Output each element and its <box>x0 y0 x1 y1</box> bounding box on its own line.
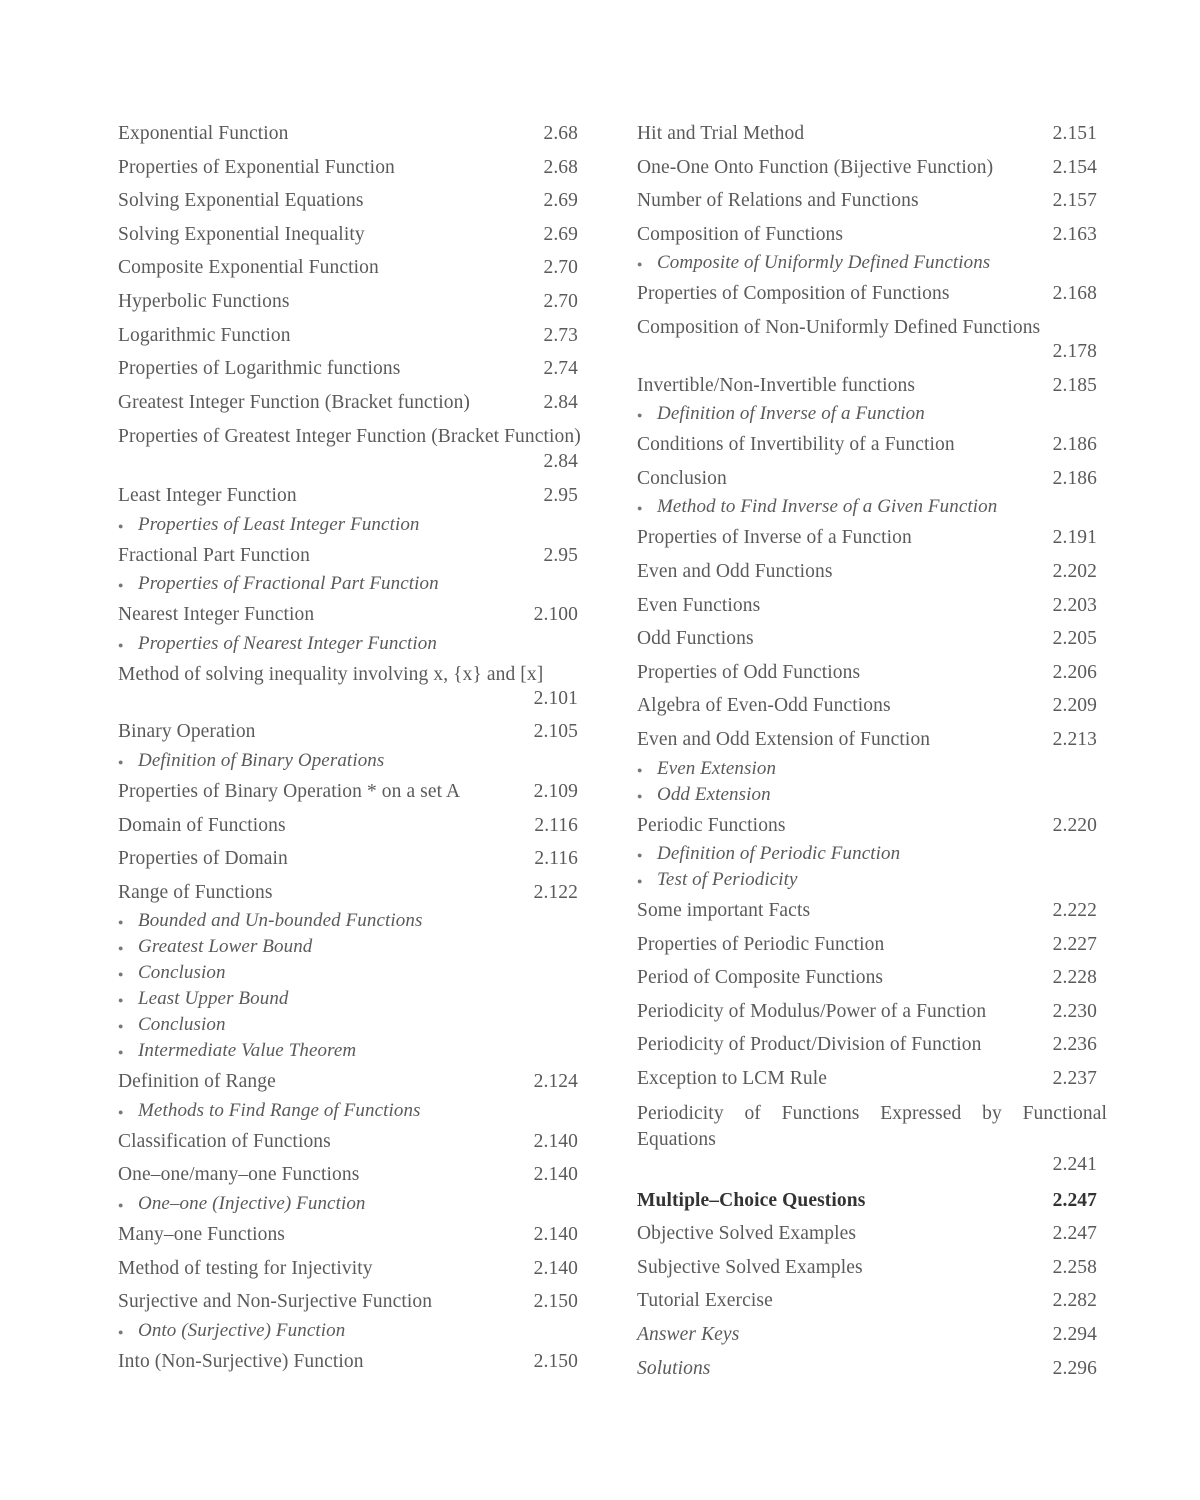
toc-page-number: 2.247 <box>1052 1189 1097 1211</box>
toc-page-number: 2.68 <box>543 156 578 178</box>
toc-entry-title: Invertible/Non-Invertible functions <box>637 374 916 396</box>
toc-entry-title: Greatest Lower Bound <box>138 936 313 958</box>
toc-entry-composition-of-functions[interactable] <box>637 223 1107 247</box>
toc-entry-title: Answer Keys <box>637 1324 740 1346</box>
toc-entry-title: Tutorial Exercise <box>637 1290 773 1312</box>
toc-entry-properties-of-periodic-function[interactable] <box>637 933 1107 957</box>
toc-entry-title: Definition of Binary Operations <box>138 749 385 771</box>
toc-entry-title: Range of Functions <box>118 881 273 903</box>
toc-entry-title: Classification of Functions <box>118 1130 331 1152</box>
toc-page-number: 2.150 <box>533 1350 578 1372</box>
toc-page-number: 2.294 <box>1052 1324 1097 1346</box>
toc-subitem-methods-to-find-range-of-functions[interactable] <box>118 1100 588 1121</box>
toc-page-number: 2.109 <box>533 780 578 802</box>
toc-entry-odd-functions[interactable] <box>637 627 1107 651</box>
toc-entry-title: Composite of Uniformly Defined Functions <box>657 252 991 274</box>
toc-entry-objective-solved-examples[interactable] <box>637 1222 1107 1246</box>
bullet-icon: ● <box>637 410 643 421</box>
toc-entry-nearest-integer-function[interactable] <box>118 603 588 627</box>
toc-subitem-composite-of-uniformly-defined-functions[interactable] <box>637 252 1107 273</box>
toc-subitem-definition-of-binary-operations[interactable] <box>118 750 588 771</box>
toc-page-number: 2.116 <box>534 814 578 836</box>
toc-entry-title: Surjective and Non-Surjective Function <box>118 1291 433 1313</box>
toc-entry-title: Solving Exponential Inequality <box>118 223 365 245</box>
bullet-icon: ● <box>118 1021 124 1032</box>
toc-entry-title: Multiple–Choice Questions <box>637 1189 866 1211</box>
toc-entry-properties-of-domain[interactable] <box>118 847 588 871</box>
toc-page-number: 2.258 <box>1052 1256 1097 1278</box>
bullet-icon: ● <box>637 850 643 861</box>
toc-page-number: 2.105 <box>533 721 578 743</box>
toc-entry-title: Domain of Functions <box>118 814 286 836</box>
toc-page-number: 2.70 <box>543 290 578 312</box>
toc-entry-title: Exponential Function <box>118 123 289 144</box>
toc-page-number: 2.124 <box>533 1071 578 1093</box>
toc-subitem-bounded-and-un-bounded-functions[interactable] <box>118 910 588 931</box>
toc-entry-title: Properties of Composition of Functions <box>637 283 950 305</box>
toc-entry-title: Properties of Greatest Integer Function (Bracket Function) <box>118 426 581 448</box>
toc-subitem-least-upper-bound[interactable] <box>118 988 588 1009</box>
bullet-icon: ● <box>118 639 124 650</box>
toc-entry-title: Least Integer Function <box>118 484 297 506</box>
toc-entry-periodicity-of-modulus-power-of-a-function[interactable] <box>637 1000 1107 1024</box>
toc-entry-title: Number of Relations and Functions <box>637 190 919 212</box>
toc-entry-title: Properties of Inverse of a Function <box>637 527 912 549</box>
toc-entry-title: Hit and Trial Method <box>637 123 805 144</box>
toc-entry-title: Objective Solved Examples <box>637 1223 857 1245</box>
toc-page-number: 2.84 <box>543 391 578 413</box>
toc-entry-conclusion[interactable] <box>637 467 1107 491</box>
toc-entry-title: Properties of Least Integer Function <box>138 513 420 535</box>
bullet-icon: ● <box>118 580 124 591</box>
toc-entry-answer-keys[interactable] <box>637 1323 1107 1347</box>
toc-entry-title: Hyperbolic Functions <box>118 290 290 312</box>
toc-entry-title: Solving Exponential Equations <box>118 190 364 212</box>
toc-page-number: 2.122 <box>533 881 578 903</box>
toc-entry-periodicity-of-functions-expressed-by-functional-equations[interactable] <box>637 1101 1107 1177</box>
toc-entry-title: One–one (Injective) Function <box>138 1193 366 1215</box>
toc-page-number: 2.74 <box>543 358 578 380</box>
toc-entry-title: Properties of Domain <box>118 848 288 870</box>
toc-right-column <box>637 122 1107 1390</box>
toc-entry-solutions[interactable] <box>637 1357 1107 1381</box>
toc-entry-title: Test of Periodicity <box>657 869 798 891</box>
toc-entry-properties-of-exponential-function[interactable] <box>118 156 588 180</box>
toc-entry-title: Definition of Periodic Function <box>657 843 901 865</box>
toc-entry-title: Greatest Integer Function (Bracket function) <box>118 391 471 413</box>
toc-entry-title: Algebra of Even-Odd Functions <box>637 695 891 717</box>
toc-entry-properties-of-logarithmic-functions[interactable] <box>118 357 588 381</box>
toc-subitem-greatest-lower-bound[interactable] <box>118 936 588 957</box>
toc-entry-even-functions[interactable] <box>637 594 1107 618</box>
toc-entry-method-of-solving-inequality-involving-x-x-and-x[interactable] <box>118 663 588 711</box>
toc-entry-title: Conclusion <box>637 467 727 489</box>
toc-left-column <box>118 122 588 1383</box>
bullet-icon: ● <box>118 1047 124 1058</box>
toc-entry-title: Bounded and Un-bounded Functions <box>138 910 423 932</box>
toc-page-number: 2.140 <box>533 1164 578 1186</box>
toc-page-number: 2.157 <box>1052 190 1097 212</box>
toc-entry-title: Exception to LCM Rule <box>637 1068 828 1090</box>
toc-entry-invertible-non-invertible-functions[interactable] <box>637 374 1107 398</box>
toc-entry-title: Onto (Surjective) Function <box>138 1319 346 1341</box>
toc-entry-period-of-composite-functions[interactable] <box>637 966 1107 990</box>
toc-entry-title: Periodic Functions <box>637 814 786 836</box>
toc-entry-title: Properties of Nearest Integer Function <box>138 632 437 654</box>
toc-entry-exception-to-lcm-rule[interactable] <box>637 1067 1107 1091</box>
toc-entry-periodicity-of-product-division-of-function[interactable] <box>637 1033 1107 1057</box>
toc-entry-fractional-part-function[interactable] <box>118 544 588 568</box>
toc-entry-title: Solutions <box>637 1357 711 1379</box>
toc-entry-properties-of-composition-of-functions[interactable] <box>637 282 1107 306</box>
bullet-icon: ● <box>118 520 124 531</box>
toc-entry-title: Conclusion <box>138 962 226 984</box>
toc-subitem-properties-of-nearest-integer-function[interactable] <box>118 633 588 654</box>
toc-entry-title: Method of solving inequality involving x, {x} and [x] <box>118 663 544 685</box>
toc-page-number: 2.84 <box>543 451 578 473</box>
toc-entry-binary-operation[interactable] <box>118 720 588 744</box>
toc-entry-even-and-odd-functions[interactable] <box>637 560 1107 584</box>
toc-entry-logarithmic-function[interactable] <box>118 324 588 348</box>
toc-entry-hyperbolic-functions[interactable] <box>118 290 588 314</box>
toc-entry-title: Composition of Functions <box>637 223 844 245</box>
toc-entry-title: Some important Facts <box>637 900 811 922</box>
toc-entry-title: Least Upper Bound <box>138 988 289 1010</box>
toc-entry-title: Conclusion <box>138 1014 226 1036</box>
toc-subitem-even-extension[interactable] <box>637 758 1107 779</box>
toc-subitem-definition-of-periodic-function[interactable] <box>637 843 1107 864</box>
toc-entry-composition-of-non-uniformly-defined-functions[interactable] <box>637 316 1107 364</box>
toc-page-number: 2.296 <box>1052 1357 1097 1379</box>
toc-page-number: 2.95 <box>543 484 578 506</box>
toc-page-number: 2.236 <box>1052 1034 1097 1056</box>
bullet-icon: ● <box>118 1106 124 1117</box>
toc-entry-title: Properties of Binary Operation * on a set A <box>118 780 461 802</box>
toc-entry-title: Method of testing for Injectivity <box>118 1257 373 1279</box>
toc-entry-properties-of-odd-functions[interactable] <box>637 661 1107 685</box>
toc-entry-title: Logarithmic Function <box>118 324 291 346</box>
toc-page-number: 2.209 <box>1052 695 1097 717</box>
toc-entry-title: Properties of Odd Functions <box>637 661 861 683</box>
toc-entry-number-of-relations-and-functions[interactable] <box>637 189 1107 213</box>
toc-page-number: 2.69 <box>543 190 578 212</box>
bullet-icon: ● <box>118 1326 124 1337</box>
toc-entry-title: Subjective Solved Examples <box>637 1256 863 1278</box>
toc-entry-title: Definition of Inverse of a Function <box>657 403 925 425</box>
toc-entry-title: Odd Extension <box>657 783 771 805</box>
toc-entry-title: One–one/many–one Functions <box>118 1164 360 1186</box>
toc-entry-title: Composition of Non-Uniformly Defined Functions <box>637 316 1041 338</box>
toc-page-number: 2.230 <box>1052 1000 1097 1022</box>
toc-entry-range-of-functions[interactable] <box>118 881 588 905</box>
toc-entry-composite-exponential-function[interactable] <box>118 256 588 280</box>
toc-page-number: 2.191 <box>1052 527 1097 549</box>
toc-entry-even-and-odd-extension-of-function[interactable] <box>637 728 1107 752</box>
toc-entry-title: Even Extension <box>657 757 777 779</box>
toc-entry-periodic-functions[interactable] <box>637 814 1107 838</box>
toc-entry-one-one-onto-function-bijective-function[interactable] <box>637 156 1107 180</box>
toc-entry-title: Fractional Part Function <box>118 544 310 566</box>
bullet-icon: ● <box>118 917 124 928</box>
toc-entry-title: Properties of Exponential Function <box>118 156 395 178</box>
toc-subitem-intermediate-value-theorem[interactable] <box>118 1040 588 1061</box>
toc-page-number: 2.68 <box>543 123 578 144</box>
toc-page-number: 2.101 <box>533 687 578 709</box>
toc-page-number: 2.220 <box>1052 814 1097 836</box>
toc-entry-title: Properties of Logarithmic functions <box>118 358 401 380</box>
toc-entry-title: One-One Onto Function (Bijective Function) <box>637 156 994 178</box>
toc-entry-least-integer-function[interactable] <box>118 484 588 508</box>
toc-page-number: 2.140 <box>533 1224 578 1246</box>
toc-page-number: 2.222 <box>1052 900 1097 922</box>
toc-entry-into-non-surjective-function[interactable] <box>118 1350 588 1374</box>
toc-entry-method-of-testing-for-injectivity[interactable] <box>118 1257 588 1281</box>
toc-page-number: 2.178 <box>1052 340 1097 362</box>
toc-entry-title: Odd Functions <box>637 628 754 650</box>
toc-entry-definition-of-range[interactable] <box>118 1070 588 1094</box>
toc-page-number: 2.202 <box>1052 560 1097 582</box>
toc-entry-title: Even and Odd Extension of Function <box>637 728 931 750</box>
toc-page-number: 2.237 <box>1052 1068 1097 1090</box>
toc-entry-title: Nearest Integer Function <box>118 604 315 626</box>
toc-entry-title: Method to Find Inverse of a Given Function <box>657 496 998 518</box>
toc-page-number: 2.69 <box>543 223 578 245</box>
toc-page-number: 2.140 <box>533 1257 578 1279</box>
toc-page-number: 2.227 <box>1052 933 1097 955</box>
bullet-icon: ● <box>637 790 643 801</box>
toc-page-number: 2.100 <box>533 604 578 626</box>
toc-page-number: 2.151 <box>1052 123 1097 144</box>
bullet-icon: ● <box>118 1200 124 1211</box>
toc-entry-classification-of-functions[interactable] <box>118 1130 588 1154</box>
toc-page-number: 2.154 <box>1052 156 1097 178</box>
toc-entry-title: Even and Odd Functions <box>637 560 833 582</box>
toc-entry-solving-exponential-equations[interactable] <box>118 189 588 213</box>
toc-entry-title: Even Functions <box>637 594 761 616</box>
toc-entry-title: Periodicity of Modulus/Power of a Function <box>637 1000 987 1022</box>
bullet-icon: ● <box>637 876 643 887</box>
toc-subitem-conclusion[interactable] <box>118 962 588 983</box>
toc-page-number: 2.168 <box>1052 283 1097 305</box>
toc-subitem-properties-of-least-integer-function[interactable] <box>118 514 588 535</box>
bullet-icon: ● <box>637 259 643 270</box>
toc-entry-title: Definition of Range <box>118 1071 276 1093</box>
bullet-icon: ● <box>118 943 124 954</box>
toc-subitem-definition-of-inverse-of-a-function[interactable] <box>637 403 1107 424</box>
toc-page-number: 2.228 <box>1052 967 1097 989</box>
toc-subitem-odd-extension[interactable] <box>637 784 1107 805</box>
toc-entry-subjective-solved-examples[interactable] <box>637 1256 1107 1280</box>
toc-entry-title: Many–one Functions <box>118 1224 285 1246</box>
toc-entry-tutorial-exercise[interactable] <box>637 1289 1107 1313</box>
bullet-icon: ● <box>637 503 643 514</box>
toc-page-number: 2.247 <box>1052 1223 1097 1245</box>
bullet-icon: ● <box>637 764 643 775</box>
toc-page-number: 2.203 <box>1052 594 1097 616</box>
toc-entry-exponential-function[interactable] <box>118 122 588 146</box>
toc-entry-some-important-facts[interactable] <box>637 899 1107 923</box>
toc-page-number: 2.206 <box>1052 661 1097 683</box>
toc-page-number: 2.205 <box>1052 628 1097 650</box>
toc-page-number: 2.116 <box>534 848 578 870</box>
toc-page-number: 2.150 <box>533 1291 578 1313</box>
toc-page-number: 2.186 <box>1052 467 1097 489</box>
toc-entry-properties-of-binary-operation-on-a-set-a[interactable] <box>118 780 588 804</box>
toc-entry-conditions-of-invertibility-of-a-function[interactable] <box>637 433 1107 457</box>
toc-subitem-one-one-injective-function[interactable] <box>118 1193 588 1214</box>
bullet-icon: ● <box>118 756 124 767</box>
toc-entry-one-one-many-one-functions[interactable] <box>118 1163 588 1187</box>
toc-entry-title: Into (Non-Surjective) Function <box>118 1350 364 1372</box>
toc-page-number: 2.73 <box>543 324 578 346</box>
toc-entry-domain-of-functions[interactable] <box>118 814 588 838</box>
bullet-icon: ● <box>118 995 124 1006</box>
toc-page-number: 2.95 <box>543 544 578 566</box>
toc-subitem-properties-of-fractional-part-function[interactable] <box>118 573 588 594</box>
toc-entry-title: Period of Composite Functions <box>637 967 884 989</box>
toc-page-number: 2.241 <box>1052 1153 1097 1175</box>
bullet-icon: ● <box>118 969 124 980</box>
toc-entry-properties-of-inverse-of-a-function[interactable] <box>637 526 1107 550</box>
toc-entry-hit-and-trial-method[interactable] <box>637 122 1107 146</box>
toc-entry-title: Conditions of Invertibility of a Function <box>637 434 955 456</box>
toc-entry-title: Composite Exponential Function <box>118 257 379 279</box>
toc-page-number: 2.70 <box>543 257 578 279</box>
toc-subitem-conclusion[interactable] <box>118 1014 588 1035</box>
toc-entry-algebra-of-even-odd-functions[interactable] <box>637 694 1107 718</box>
toc-page-number: 2.282 <box>1052 1290 1097 1312</box>
toc-page-number: 2.186 <box>1052 434 1097 456</box>
toc-subitem-test-of-periodicity[interactable] <box>637 869 1107 890</box>
toc-entry-solving-exponential-inequality[interactable] <box>118 223 588 247</box>
toc-entry-greatest-integer-function-bracket-function[interactable] <box>118 391 588 415</box>
toc-entry-title: Properties of Fractional Part Function <box>138 573 439 595</box>
toc-entry-title: Binary Operation <box>118 721 256 743</box>
toc-subitem-onto-surjective-function[interactable] <box>118 1320 588 1341</box>
toc-page-number: 2.185 <box>1052 374 1097 396</box>
toc-subitem-method-to-find-inverse-of-a-given-function[interactable] <box>637 496 1107 517</box>
toc-entry-title: Periodicity of Product/Division of Function <box>637 1034 982 1056</box>
toc-entry-title: Intermediate Value Theorem <box>138 1040 357 1062</box>
toc-entry-properties-of-greatest-integer-function-bracket-function[interactable] <box>118 424 588 474</box>
toc-page-number: 2.140 <box>533 1130 578 1152</box>
toc-entry-title: Methods to Find Range of Functions <box>138 1099 421 1121</box>
toc-entry-title: Properties of Periodic Function <box>637 933 885 955</box>
toc-entry-title: Periodicity of Functions Expressed by Functional Equations <box>637 1102 1107 1150</box>
toc-entry-many-one-functions[interactable] <box>118 1223 588 1247</box>
toc-entry-surjective-and-non-surjective-function[interactable] <box>118 1290 588 1314</box>
toc-page-number: 2.213 <box>1052 728 1097 750</box>
toc-entry-multiple-choice-questions[interactable] <box>637 1189 1107 1213</box>
toc-page-number: 2.163 <box>1052 223 1097 245</box>
